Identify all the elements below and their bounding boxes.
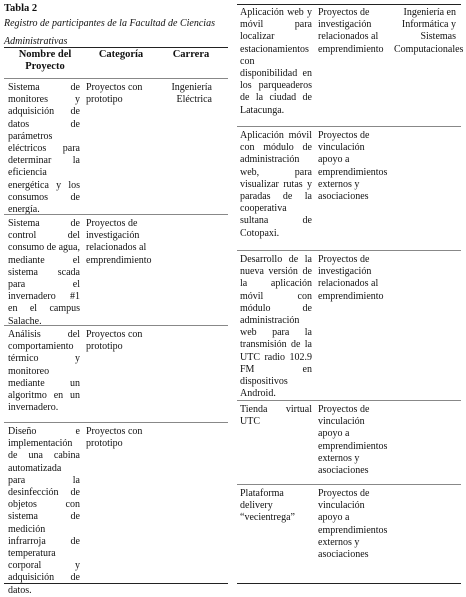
row-divider <box>237 126 461 127</box>
header-top-rule <box>4 47 228 48</box>
row-divider <box>237 484 461 485</box>
row-divider <box>237 400 461 401</box>
project-category: Proyectos de vinculación apoyo a emprendimientos externos y asociaciones <box>318 130 388 203</box>
project-category: Proyectos con prototipo <box>86 426 143 450</box>
project-name: Diseño e implementación de una cabina automatizada para la desinfección de objetos con sistema de medición infrarroja de temperatura corporal y adquisición de datos. <box>8 426 80 596</box>
project-name: Aplicación web y móvil para localizar estacionamientos con disponibilidad en los parqueaderos de la ciudad de Latacunga. <box>240 7 312 116</box>
project-category: Proyectos con prototipo <box>86 82 143 106</box>
right-bottom-rule <box>237 583 461 584</box>
right-top-rule <box>237 4 461 5</box>
header-carrera: Carrera <box>172 49 210 60</box>
project-name: Sistema de control del consumo de agua, mediante el sistema scada para el invernadero #1 en el campus Salache. <box>8 218 80 327</box>
project-name: Análisis del comportamiento térmico y monitoreo mediante un algoritmo en un invernadero. <box>8 329 80 414</box>
project-career: Ingeniería en Informática y Sistemas Computacionales <box>394 7 464 55</box>
project-name: Sistema de monitores y adquisición de datos de parámetros eléctricos para determinar la eficiencia energética y los consumos de energía. <box>8 82 80 216</box>
project-category: Proyectos de investigación relacionados al emprendimiento <box>318 7 384 55</box>
row-divider <box>237 250 461 251</box>
row-divider <box>4 422 228 423</box>
project-name: Desarrollo de la nueva versión de la aplicación móvil con módulo de administración web para la transmisión de la UTC radio 102.9 FM en dispositivos Android. <box>240 254 312 400</box>
project-name: Aplicación móvil con módulo de administración web, para visualizar rutas y paradas de la cooperativa sultana de Cotopaxi. <box>240 130 312 239</box>
header-nombre-proyecto: Nombre del Proyecto <box>18 49 72 72</box>
table-title: Registro de participantes de la Facultad de Ciencias Administrativas <box>4 18 215 47</box>
header-bottom-rule <box>4 78 228 79</box>
project-name: Plataforma delivery “vecientrega” <box>240 488 295 524</box>
project-career: Ingeniería Eléctrica <box>171 82 212 106</box>
project-name: Tienda virtual UTC <box>240 404 312 428</box>
project-category: Proyectos de vinculación apoyo a emprendimientos externos y asociaciones <box>318 488 388 561</box>
project-category: Proyectos de vinculación apoyo a emprendimientos externos y asociaciones <box>318 404 388 477</box>
project-category: Proyectos con prototipo <box>86 329 143 353</box>
row-divider <box>4 325 228 326</box>
project-category: Proyectos de investigación relacionados al emprendimiento <box>86 218 152 266</box>
table-label: Tabla 2 <box>4 3 38 14</box>
project-category: Proyectos de investigación relacionados al emprendimiento <box>318 254 384 302</box>
header-categoria: Categoría <box>98 49 144 60</box>
row-divider <box>4 214 228 215</box>
